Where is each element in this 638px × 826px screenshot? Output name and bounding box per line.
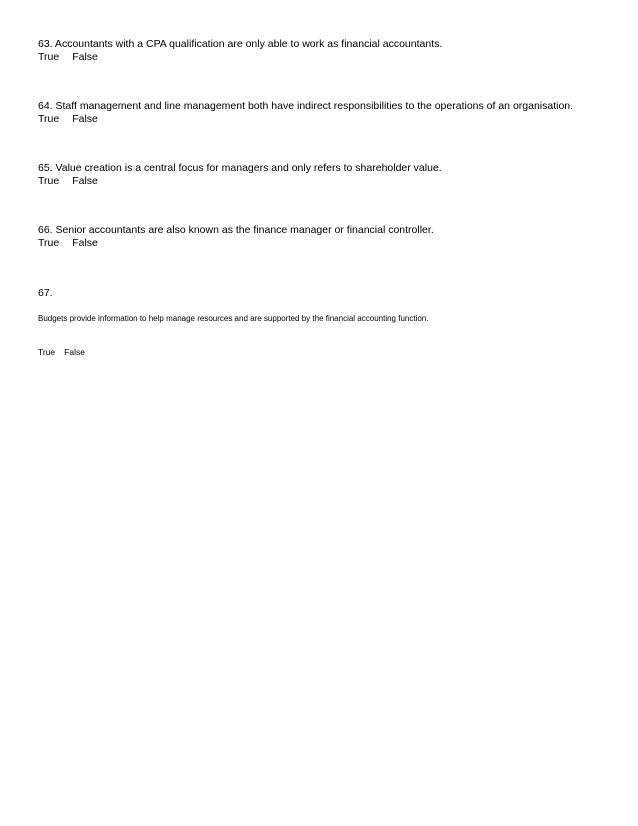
option-true[interactable]: True	[38, 347, 56, 357]
question-63	[38, 38, 618, 64]
option-false[interactable]: False	[72, 51, 98, 63]
question-number: 67.	[38, 287, 53, 299]
question-67	[38, 287, 618, 357]
option-true[interactable]: True	[38, 113, 60, 125]
answer-options	[38, 175, 618, 188]
option-false[interactable]: False	[72, 175, 98, 187]
question-text: 65. Value creation is a central focus for managers and only refers to shareholder value.	[38, 162, 442, 174]
question-64	[38, 100, 618, 126]
question-text: 66. Senior accountants are also known as the finance manager or financial controller.	[38, 224, 434, 236]
option-true[interactable]: True	[38, 51, 60, 63]
option-false[interactable]: False	[64, 347, 85, 357]
option-true[interactable]: True	[38, 237, 60, 249]
option-false[interactable]: False	[72, 113, 98, 125]
question-text: 63. Accountants with a CPA qualification are only able to work as financial accountants.	[38, 38, 443, 50]
option-true[interactable]: True	[38, 175, 60, 187]
question-text: 64. Staff management and line management both have indirect responsibilities to the operations of an organisation.	[38, 100, 574, 112]
question-65	[38, 162, 618, 188]
answer-options	[38, 347, 618, 357]
answer-options	[38, 237, 618, 250]
answer-options	[38, 51, 618, 64]
answer-options	[38, 113, 618, 126]
option-false[interactable]: False	[72, 237, 98, 249]
question-text: Budgets provide information to help manage resources and are supported by the financial accounting function.	[38, 314, 429, 323]
question-66	[38, 224, 618, 250]
